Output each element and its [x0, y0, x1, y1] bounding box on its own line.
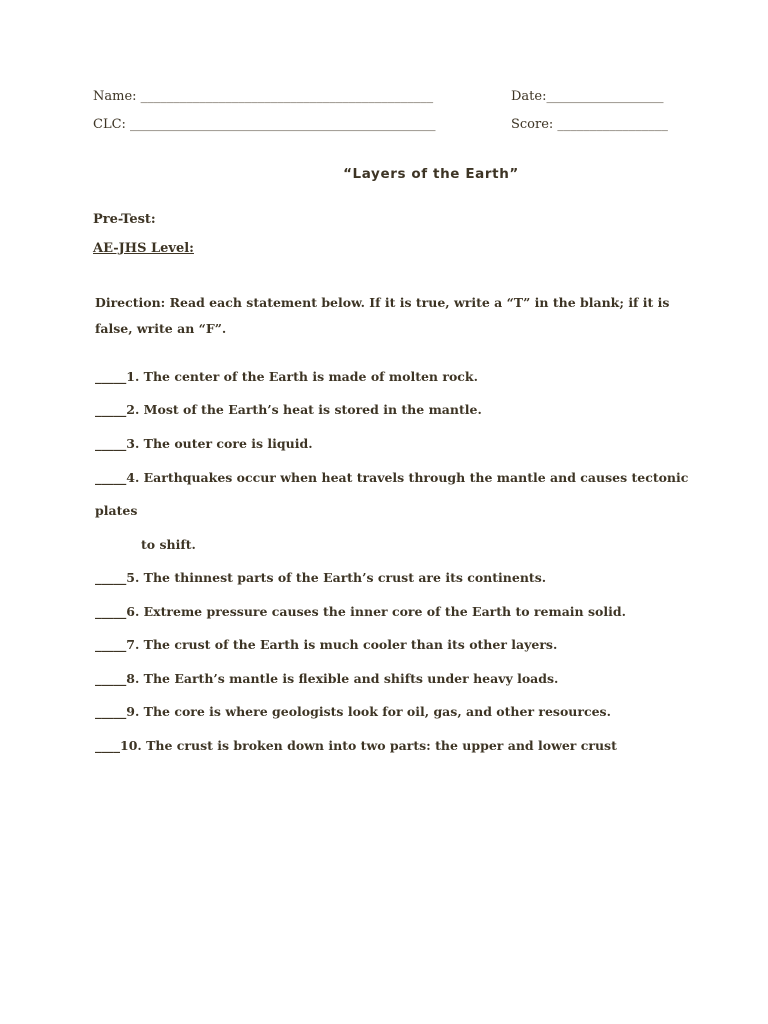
page-title: “Layers of the Earth” — [343, 166, 519, 182]
name-field[interactable]: Name: _____________________________________________ — [93, 89, 434, 104]
question-8[interactable]: _____8. The Earth’s mantle is flexible and shifts under heavy loads. — [95, 671, 559, 686]
level-label: AE-JHS Level: — [93, 241, 194, 256]
clc-field[interactable]: CLC: _______________________________________________ — [93, 117, 436, 132]
question-3[interactable]: _____3. The outer core is liquid. — [95, 436, 313, 451]
question-4-continuation: plates — [95, 503, 138, 518]
question-6[interactable]: _____6. Extreme pressure causes the inner core of the Earth to remain solid. — [95, 604, 626, 619]
pretest-label: Pre-Test: — [93, 212, 156, 227]
question-7[interactable]: _____7. The crust of the Earth is much cooler than its other layers. — [95, 637, 558, 652]
question-5[interactable]: _____5. The thinnest parts of the Earth’s crust are its continents. — [95, 570, 547, 585]
question-2[interactable]: _____2. Most of the Earth’s heat is stored in the mantle. — [95, 402, 482, 417]
question-9[interactable]: _____9. The core is where geologists look for oil, gas, and other resources. — [95, 704, 611, 719]
question-1[interactable]: _____1. The center of the Earth is made of molten rock. — [95, 369, 478, 384]
question-10[interactable]: ____10. The crust is broken down into two parts: the upper and lower crust — [95, 738, 617, 753]
score-field[interactable]: Score: _________________ — [511, 117, 668, 132]
question-4-continuation-indent: to shift. — [141, 537, 196, 552]
question-4[interactable]: _____4. Earthquakes occur when heat travels through the mantle and causes tectonic — [95, 470, 689, 485]
date-field[interactable]: Date:__________________ — [511, 89, 664, 104]
directions-text: Direction: Read each statement below. If it is true, write a “T” in the blank; if it is false, write an “F”. — [95, 295, 670, 336]
